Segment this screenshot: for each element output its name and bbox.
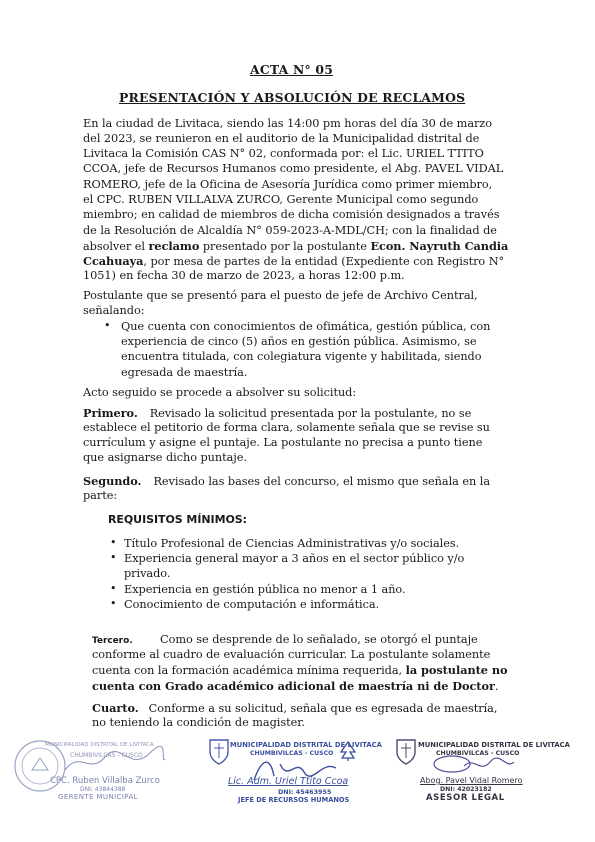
tercero-line	[92, 679, 498, 693]
seal-line: MUNICIPALIDAD DISTRITAL DE LIVITACA	[230, 741, 382, 749]
seal-line: CHUMBIVILCAS - CUSCO	[250, 750, 334, 757]
intro-line: del 2023, se reunieron en el auditorio de la Municipalidad distrital de	[83, 132, 480, 145]
acta-subtitle: PRESENTACIÓN Y ABSOLUCIÓN DE RECLAMOS	[119, 90, 466, 105]
tercero-bold: cuenta con Grado académico adicional de maestría ni de Doctor	[92, 679, 495, 693]
postulante-surname: Ccahuaya	[83, 254, 144, 268]
bullet-icon: •	[110, 551, 117, 564]
requisito-item: Título Profesional de Ciencias Administrativas y/o sociales.	[124, 537, 460, 550]
seal-line2: CHUMBIVILCAS - CUSCO	[70, 752, 143, 759]
bullet-icon: •	[104, 319, 111, 332]
bullet-line: Que cuenta con conocimientos de ofimática, gestión pública, con	[121, 320, 491, 333]
intro-line: ROMERO, jefe de la Oficina de Asesoría Jurídica como primer miembro,	[83, 178, 493, 191]
acto-line: Acto seguido se procede a absolver su solicitud:	[83, 386, 357, 399]
seal-line: MUNICIPALIDAD DISTRITAL DE LIVITACA	[45, 742, 154, 748]
primero-line: que asignarse dicho puntaje.	[83, 451, 247, 464]
signer-dni: DNI: 45463955	[278, 788, 332, 796]
segundo-label: Segundo.	[83, 474, 142, 488]
tercero-line	[92, 663, 507, 677]
signer-role: ASESOR LEGAL	[426, 793, 505, 803]
intro-line: miembro; en calidad de miembros de dicha comisión designados a través	[83, 208, 500, 221]
primero-line: currículum y asigne el puntaje. La postulante no precisa a punto tiene	[83, 436, 483, 449]
bullet-line: encuentra titulada, con colegiatura vigente y habilitada, siendo	[121, 350, 482, 363]
reclamo-word: reclamo	[148, 239, 200, 253]
cuarto-line	[92, 701, 497, 715]
bullet-icon: •	[110, 582, 117, 595]
intro-text: absolver el	[83, 240, 149, 253]
signature-scribble-icon	[60, 745, 170, 779]
bullet-line: experiencia de cinco (5) años en gestión pública. Asimismo, se	[121, 335, 477, 348]
tercero-bold: la postulante no	[405, 663, 508, 677]
signer-role: GERENTE MUNICIPAL	[58, 793, 138, 801]
intro-line: En la ciudad de Livitaca, siendo las 14:00 pm horas del día 30 de marzo	[83, 117, 493, 130]
coat-of-arms-icon	[395, 738, 417, 766]
bullet-icon: •	[110, 536, 117, 549]
tercero-line: conforme al cuadro de evaluación curricular. La postulante solamente	[92, 648, 491, 661]
intro-line: el CPC. RUBEN VILLALVA ZURCO, Gerente Municipal como segundo	[83, 193, 479, 206]
bullet-icon: •	[110, 597, 117, 610]
tercero-line: Como se desprende de lo señalado, se otorgó el puntaje	[160, 633, 478, 646]
segundo-line	[83, 474, 490, 488]
intro-line: 1051) en fecha 30 de marzo de 2023, a horas 12:00 p.m.	[83, 269, 405, 282]
tercero-period: .	[494, 680, 499, 693]
segundo-line: parte:	[83, 489, 118, 502]
requisito-item: privado.	[124, 567, 171, 580]
postulante-line: Postulante que se presentó para el puesto de jefe de Archivo Central,	[83, 289, 478, 302]
signer-role: JEFE DE RECURSOS HUMANOS	[238, 796, 350, 804]
requisito-item: Experiencia general mayor a 3 años en el sector público y/o	[124, 552, 465, 565]
primero-text: Revisado la solicitud presentada por la postulante, no se	[149, 407, 472, 420]
signature-scribble-icon	[428, 752, 518, 778]
intro-line	[83, 239, 508, 253]
cuarto-line: no teniendo la condición de magister.	[92, 716, 305, 729]
cuarto-text: Conforme a su solicitud, señala que es egresada de maestría,	[148, 702, 498, 715]
signer-dni: DNI: 43844388	[80, 786, 126, 793]
intro-line: Livitaca la Comisión CAS N° 02, conformada por: el Lic. URIEL TTITO	[83, 147, 484, 160]
intro-line	[83, 254, 504, 268]
primero-line: establece el petitorio de forma clara, solamente señala que se revise su	[83, 421, 490, 434]
bullet-line: egresada de maestría.	[121, 366, 248, 379]
tercero-text: cuenta con la formación académica mínima requerida,	[92, 664, 406, 677]
signer-name: CPC. Ruben Villalba Zurco	[50, 776, 161, 786]
intro-text: presentado por la postulante	[199, 240, 371, 253]
requisitos-title: REQUISITOS MÍNIMOS:	[108, 513, 247, 526]
seal-line: MUNICIPALIDAD DISTRITAL DE LIVITACA	[418, 741, 570, 749]
signer-name: Abog. Pavel Vidal Romero	[420, 776, 523, 785]
cuarto-label: Cuarto.	[92, 701, 139, 715]
seal-line: CHUMBIVILCAS - CUSCO	[436, 750, 520, 757]
signer-name: Lic. Adm. Uriel Ttito Ccoa	[228, 776, 349, 787]
requisito-item: Conocimiento de computación e informática.	[124, 598, 380, 611]
segundo-text: Revisado las bases del concurso, el mismo que señala en la	[153, 475, 491, 488]
acta-title: ACTA N° 05	[250, 62, 334, 77]
signer-dni: DNI: 42023182	[440, 786, 492, 793]
intro-line: CCOA, jefe de Recursos Humanos como presidente, el Abg. PAVEL VIDAL	[83, 162, 504, 175]
tercero-label: Tercero.	[92, 636, 133, 646]
coat-of-arms-icon	[208, 738, 230, 766]
primero-line	[83, 406, 471, 420]
intro-text: , por mesa de partes de la entidad (Expediente con Registro N°	[143, 255, 505, 268]
intro-line: de la Resolución de Alcaldía N° 059-2023-A-MDL/CH; con la finalidad de	[83, 224, 497, 237]
primero-label: Primero.	[83, 406, 138, 420]
postulante-line: señalando:	[83, 304, 145, 317]
requisito-item: Experiencia en gestión pública no menor a 1 año.	[124, 583, 406, 596]
postulante-name: Econ. Nayruth Candia	[370, 239, 509, 253]
